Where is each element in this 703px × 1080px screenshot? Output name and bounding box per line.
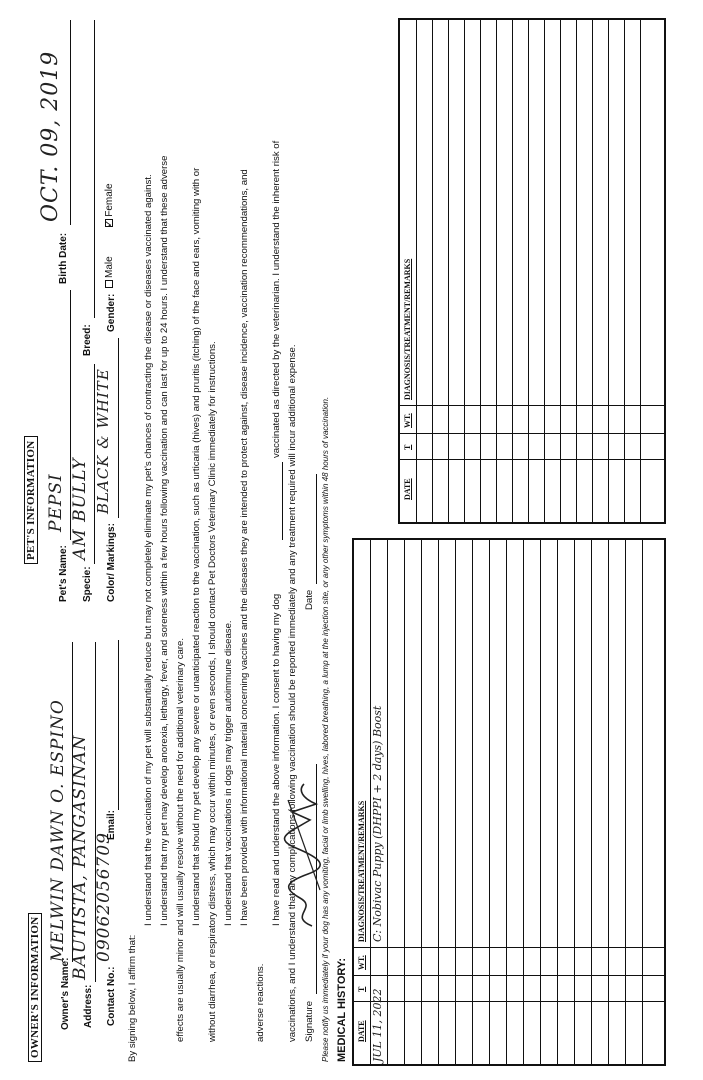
address-value: BAUTISTA, PANGASINAN [70,734,90,980]
consent-p5-line2: adverse reactions. [255,963,266,1042]
dog-name-line [282,462,283,540]
consent-p2-line1: I understand that my pet may develop anorexia, lethargy, fever, and soreness within a few hours following vaccination and can last for up to 24 hours. I understand that these adverse [159,155,170,926]
medical-history-table-left [352,538,666,1066]
notice-text: Please notify us immediately if your dog has any vomiting, facial or limb swelling, hives, labored breathing, a lump at the injection site, or any other symptoms within 48 hours of vaccination. [321,396,330,1062]
col-diag-header-right: DIAGNOSIS/TREATMENT/REMARKS [403,258,412,400]
entry-diagnosis: C: Nobivac Puppy (DHPPI + 2 days) Boost [371,705,384,942]
male-checkbox[interactable] [105,280,113,288]
col-wt-header-right: WT. [403,413,412,428]
contact-label: Contact No.: [106,966,117,1026]
pet-info-heading: PET'S INFORMATION [24,437,38,565]
female-checkbox[interactable] [105,219,113,227]
specie-label: Specie: [82,566,93,602]
col-diag-header-left: DIAGNOSIS/TREATMENT/REMARKS [357,800,366,942]
col-t-header-left: T [357,986,366,992]
gender-female-label: Female [104,183,115,217]
consent-p6-line1b: vaccinated as directed by the veterinarian. I understand the inherent risk of [271,140,282,458]
consent-p1: I understand that the vaccination of my pet will substantially reduce but may not completely eliminate my pet's chances of contracting the disease or diseases vaccinated against. [143,174,154,926]
owner-signature [282,780,324,930]
consent-p5-line1: I have been provided with informational material concerning vaccines and the diseases they are intended to protect against, disease incidence, vaccination recommendations, and [239,169,250,926]
color-value: BLACK & WHITE [94,368,112,514]
owner-name-label: Owner's Name: [60,957,71,1030]
breed-line [94,20,95,318]
birth-date-line [70,20,71,225]
pet-name-label: Pet's Name: [58,545,69,602]
consent-p2-line2: effects are usually minor and will usually resolve without the need for additional veterinary care. [175,637,186,1042]
address-label: Address: [83,984,94,1028]
gender-male-label: Male [104,256,115,278]
breed-label: Breed: [82,324,93,356]
consent-p6-line2: vaccinations, and I understand that any complications following vaccination should be reported immediately and any treatment required will incur additional expense. [287,344,298,1042]
specie-value: AM BULLY [70,457,90,560]
gender-female-option[interactable] [102,183,115,228]
date-line [316,474,317,584]
gender-label: Gender: [106,293,117,332]
signature-label: Signature [304,1000,315,1042]
email-label: Email: [106,809,117,840]
color-line [118,338,119,518]
email-line [118,640,119,810]
consent-p6-line1a: I have read and understand the above information. I consent to having my dog [271,593,282,926]
col-wt-header-left: WT. [357,955,366,970]
color-label: Color/ Markings: [106,523,117,602]
birth-date-value: OCT. 09, 2019 [38,50,63,222]
birth-date-label: Birth Date: [58,232,69,284]
col-t-header-right: T [403,444,412,450]
medical-history-title: MEDICAL HISTORY: [336,957,348,1062]
col-date-header-left: DATE [357,1020,366,1042]
col-date-header-right: DATE [403,478,412,500]
owner-name-value: MELWIN DAWN O. ESPINO [48,699,68,962]
consent-p3-line2: without diarrhea, or respiratory distress, which may occur within minutes, or even seconds, I should contact Pet Doctors Veterinary Clinic immediately for instructions. [207,341,218,1042]
consent-p3-line1: I understand that should my pet develop any severe or unanticipated reaction to the vaccination, such as urticaria (hives) and pruritis (itching) of the face and ears, vomiting with or [191,167,202,926]
medical-history-table-right [398,18,666,524]
entry-date: JUL 11, 2022 [371,988,384,1062]
owner-info-heading: OWNER'S INFORMATION [28,913,42,1062]
consent-p4: I understand that vaccinations in dogs may trigger autoimmune disease. [223,620,234,926]
contact-value: 09062056709 [94,832,114,962]
female-check-icon: ✓ [103,218,115,228]
consent-intro: By signing below, I affirm that: [127,934,138,1062]
date-label: Date [304,589,315,610]
pet-name-value: PEPSI [46,473,66,532]
gender-male-option[interactable] [104,256,115,290]
